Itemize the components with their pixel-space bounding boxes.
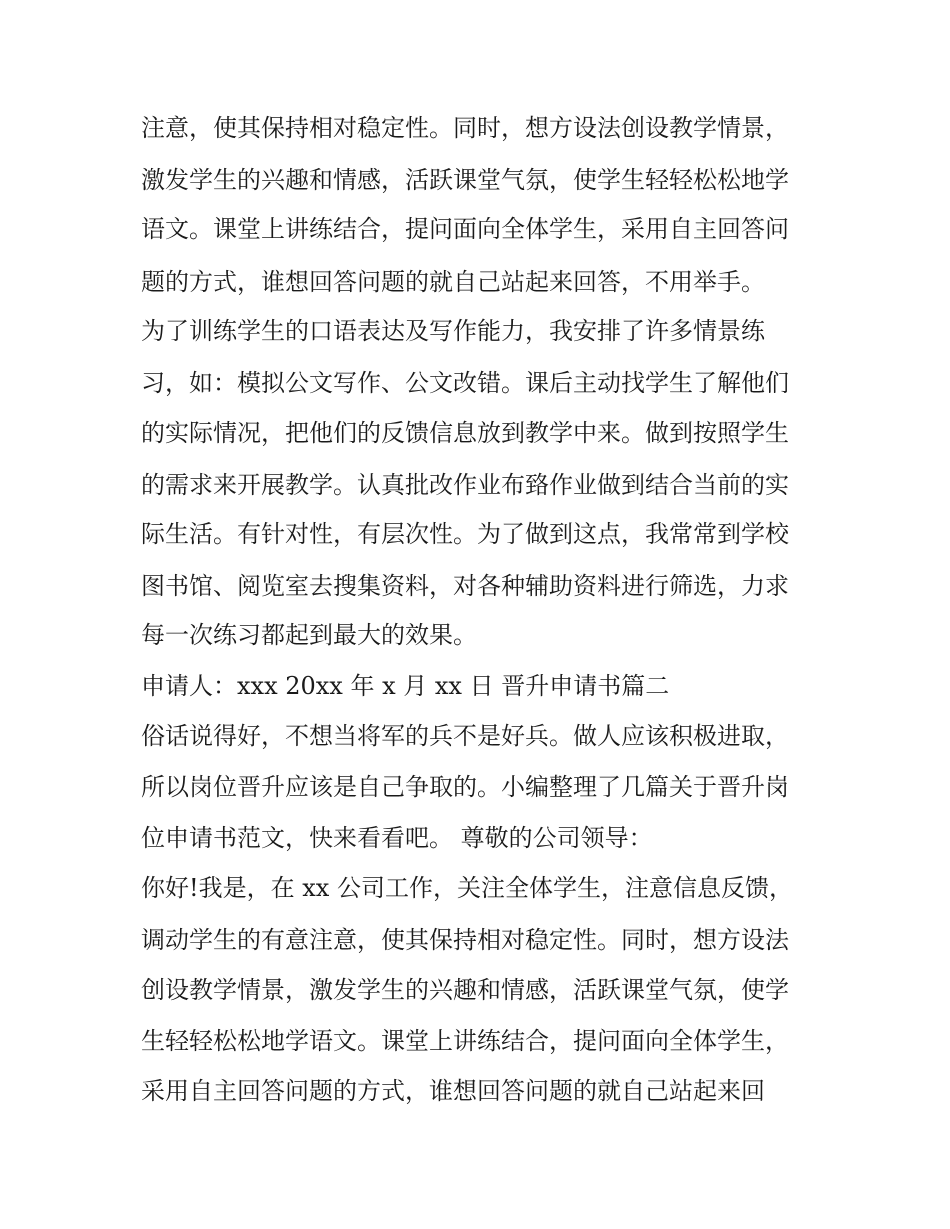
text-line: 语文。课堂上讲练结合，提问面向全体学生，采用自主回答问 bbox=[141, 215, 789, 243]
text-line: 创设教学情景，激发学生的兴趣和情感，活跃课堂气氛，使学 bbox=[141, 976, 789, 1004]
text-line: 你好!我是，在 xx 公司工作，关注全体学生，注意信息反馈， bbox=[141, 874, 793, 902]
text-line: 的实际情况，把他们的反馈信息放到教学中来。做到按照学生 bbox=[141, 419, 789, 447]
text-line: 生轻轻松松地学语文。课堂上讲练结合，提问面向全体学生， bbox=[141, 1027, 789, 1055]
text-line: 采用自主回答问题的方式，谁想回答问题的就自己站起来回 bbox=[141, 1077, 765, 1105]
text-line: 际生活。有针对性，有层次性。为了做到这点，我常常到学校 bbox=[141, 520, 789, 548]
text-line: 注意，使其保持相对稳定性。同时，想方设法创设教学情景， bbox=[141, 114, 789, 142]
text-line: 每一次练习都起到最大的效果。 bbox=[141, 621, 477, 649]
text-line: 题的方式，谁想回答问题的就自己站起来回答，不用举手。 bbox=[141, 268, 765, 296]
text-line: 的需求来开展教学。认真批改作业布臵作业做到结合当前的实 bbox=[141, 471, 789, 499]
text-line: 图书馆、阅览室去搜集资料，对各种辅助资料进行筛选，力求 bbox=[141, 572, 789, 600]
text-line: 调动学生的有意注意，使其保持相对稳定性。同时，想方设法 bbox=[141, 926, 789, 954]
text-line: 所以岗位晋升应该是自己争取的。小编整理了几篇关于晋升岗 bbox=[141, 773, 789, 801]
text-line: 为了训练学生的口语表达及写作能力，我安排了许多情景练 bbox=[141, 317, 765, 345]
text-line: 习，如：模拟公文写作、公文改错。课后主动找学生了解他们 bbox=[141, 369, 789, 397]
section-heading: 申请人：xxx 20xx 年 x 月 xx 日 晋升申请书篇二 bbox=[141, 672, 670, 700]
text-line: 激发学生的兴趣和情感，活跃课堂气氛，使学生轻轻松松地学 bbox=[141, 166, 789, 194]
text-line: 位申请书范文，快来看看吧。 尊敬的公司领导： bbox=[141, 824, 653, 852]
text-line: 俗话说得好，不想当将军的兵不是好兵。做人应该积极进取， bbox=[141, 722, 789, 750]
